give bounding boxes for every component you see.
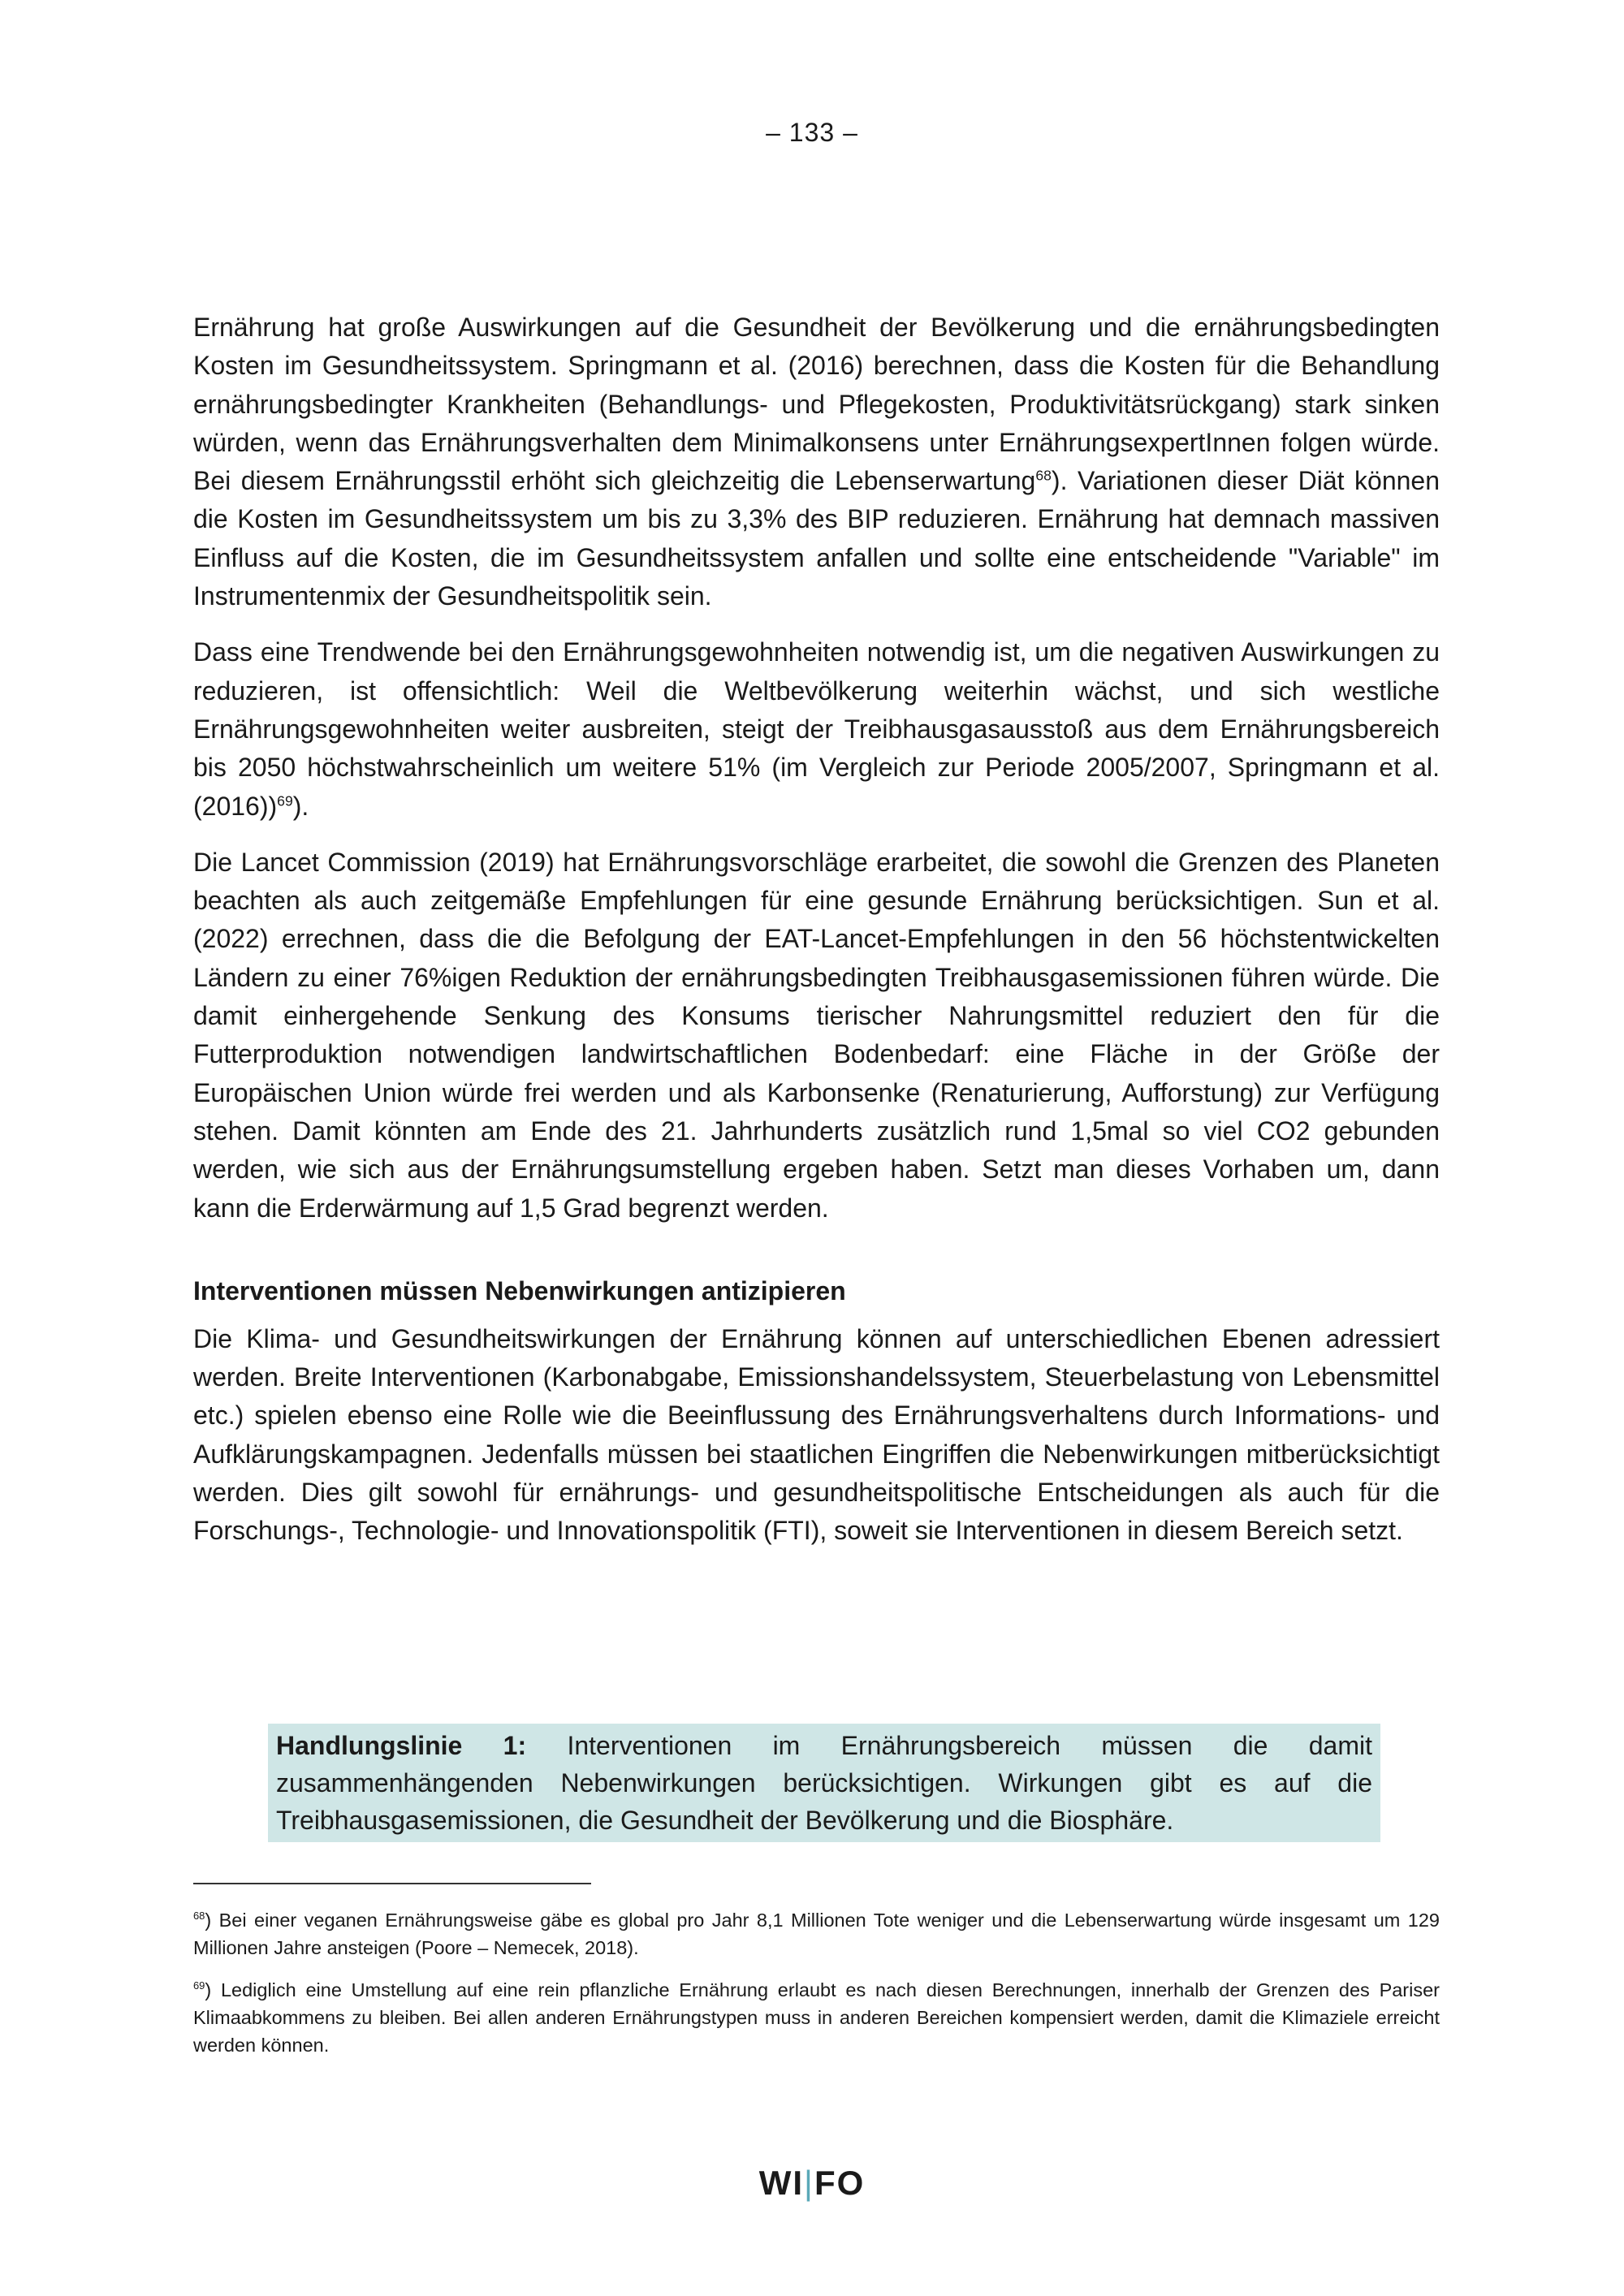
paragraph-3: Die Lancet Commission (2019) hat Ernährungsvorschläge erarbeitet, die sowohl die Grenzen des Planeten beachten als auch zeitgemäße Empfehlungen für eine gesunde Ernährung berücksichtigen. Sun et al. (2022) errechnen, dass die die Befolgung der EAT-Lancet-Empfehlungen in den 56 höchstentwickelten Ländern zu einer 76%igen Reduktion der ernährungsbedingten Treibhausgasemissionen führen würde. Die damit einhergehende Senkung des Konsums tierischer Nahrungsmittel reduziert den für die Futterproduktion notwendigen landwirtschaftlichen Bodenbedarf: eine Fläche in der Größe der Europäischen Union würde frei werden und als Karbonsenke (Renaturierung, Aufforstung) zur Verfügung stehen. Damit könnten am Ende des 21. Jahrhunderts zusätzlich rund 1,5mal so viel CO2 gebunden werden, wie sich aus der Ernährungsumstellung ergeben haben. Setzt man dieses Vorhaben um, dann kann die Erderwärmung auf 1,5 Grad begrenzt werden. [193,847,1440,1223]
callout-text: Interventionen im Ernährungsbereich müssen die damit zusammenhängenden Nebenwirkungen berücksichtigen. Wirkungen gibt es auf die Treibhausgasemissionen, die Gesundheit der Bevölkerung und die Biosphäre. [276,1731,1373,1835]
footnote-text: ) Lediglich eine Umstellung auf eine rein pflanzliche Ernährung erlaubt es nach diesen Berechnungen, innerhalb der Grenzen des Pariser Klimaabkommens zu bleiben. Bei allen anderen Ernährungstypen muss in anderen Bereichen kompensiert werden, damit die Klimaziele erreicht werden können. [193,1979,1440,2056]
section-heading: Interventionen müssen Nebenwirkungen antizipieren [193,1275,846,1306]
logo-left: WI [758,2164,805,2202]
footnote-number: 69 [193,1979,205,1992]
section-paragraph: Die Klima- und Gesundheitswirkungen der Ernährung können auf unterschiedlichen Ebenen adressiert werden. Breite Interventionen (Karbonabgabe, Emissionshandelssystem, Steuerbelastung von Lebensmittel etc.) spielen ebenso eine Rolle wie die Beeinflussung des Ernährungsverhaltens durch Informations- und Aufklärungskampagnen. Jedenfalls müssen bei staatlichen Eingriffen die Nebenwirkungen mitberücksichtigt werden. Dies gilt sowohl für ernährungs- und gesundheitspolitische Entscheidungen als auch für die Forschungs-, Technologie- und Innovationspolitik (FTI), soweit sie Interventionen in diesem Bereich setzt. [193,1323,1440,1546]
page-number: – 133 – [766,118,858,147]
footnote-ref-68[interactable]: 68 [1035,467,1052,484]
paragraph-1-text: Ernährung hat große Auswirkungen auf die Gesundheit der Bevölkerung und die ernährungsbedingten Kosten im Gesundheitssystem. Springmann et al. (2016) berechnen, dass die Kosten für die Behandlung ernährungsbedingter Krankheiten (Behandlungs- und Pflegekosten, Produktivitätsrückgang) stark sinken würden, wenn das Ernährungsverhalten dem Minimalkonsens unter ErnährungsexpertInnen folgen würde. Bei diesem Ernährungsstil erhöht sich gleichzeitig die Lebenserwartung [193,313,1440,496]
footnote-number: 68 [193,1910,205,1923]
footnote-text: ) Bei einer veganen Ernährungsweise gäbe es global pro Jahr 8,1 Millionen Tote weniger und die Lebenserwartung würde insgesamt um 129 Millionen Jahre ansteigen (Poore – Nemecek, 2018). [193,1910,1440,1958]
paragraph-2-text-cont: ). [292,791,309,821]
wifo-logo [0,2164,1624,2203]
footnote-69 [193,1976,1440,2059]
logo-right: FO [814,2164,866,2202]
logo-bar: | [804,2164,814,2202]
paragraph-1 [193,309,1440,615]
callout-box [268,1724,1380,1842]
footnotes [193,1906,1440,2074]
footnote-divider [193,1883,591,1884]
footnote-68 [193,1906,1440,1962]
footnote-ref-69[interactable]: 69 [277,792,293,809]
callout-lead: Handlungslinie 1: [276,1731,527,1760]
paragraph-1-text-cont: ). Variationen dieser Diät können die Kosten im Gesundheitssystem um bis zu 3,3% des BIP reduzieren. Ernährung hat demnach massiven Einfluss auf die Kosten, die im Gesundheitssystem anfallen und sollte eine entscheidende "Variable" im Instrumentenmix der Gesundheitspolitik sein. [193,466,1440,611]
main-content [193,309,1440,1569]
paragraph-2-text: Dass eine Trendwende bei den Ernährungsgewohnheiten notwendig ist, um die negativen Auswirkungen zu reduzieren, ist offensichtlich: Weil die Weltbevölkerung weiterhin wächst, und sich westliche Ernährungsgewohnheiten weiter ausbreiten, steigt der Treibhausgasausstoß aus dem Ernährungsbereich bis 2050 höchstwahrscheinlich um weitere 51% (im Vergleich zur Periode 2005/2007, Springmann et al. (2016)) [193,637,1440,821]
paragraph-2 [193,633,1440,825]
